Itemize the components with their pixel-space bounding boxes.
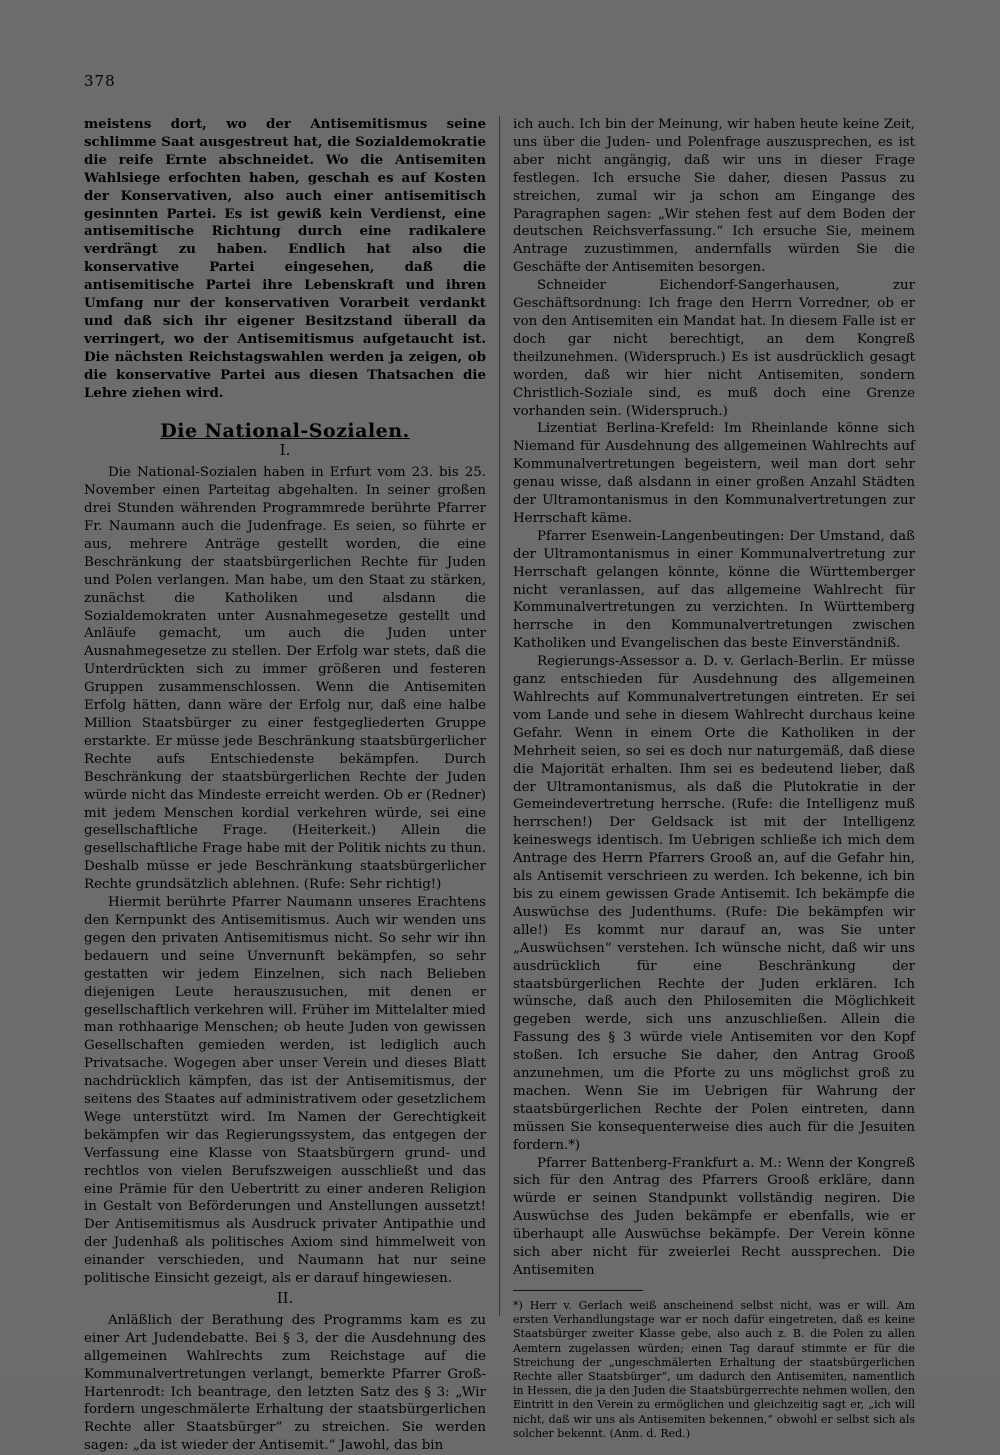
paragraph: Lizentiat Berlina-Krefeld: Im Rheinlande könne sich Niemand für Ausdehnung des allgemeinen Wahlrechts auf Kommunalvertretungen begeistern, weil man dort sehr genau wisse, daß alsdann in einer großen Anzahl Städten der Ultramontanismus in den Kommunalvertretungen zur Herrschaft käme.: [513, 421, 915, 526]
left-column: [84, 116, 486, 1455]
page-number: 378: [84, 72, 116, 90]
footnote: *) Herr v. Gerlach weiß anscheinend selbst nicht, was er will. Am ersten Verhandlungstage war er noch dafür eingetreten, daß es keine Staatsbürger zweiter Klasse gebe, also auch z. B. die Polen zu allen Aemtern zugelassen würden; einen Tag darauf stimmte er für die Streichung der „ungeschmälerten Erhaltung der staatsbürgerlichen Rechte aller Staatsbürger“, um dadurch den Antisemiten, namentlich in Hessen, die ja den Juden die Staatsbürgerrechte nehmen wollen, den Eintritt in den Verein zu ermöglichen und gleichzeitig sagt er, „ich will nicht, daß wir uns als Antisemiten bekennen,“ obwohl er selbst sich als solcher bekennt. (Anm. d. Red.): [513, 1298, 915, 1440]
paragraph: Hiermit berührte Pfarrer Naumann unseres Erachtens den Kernpunkt des Antisemitismus. Auch wir wenden uns gegen den privaten Antisemitismus nicht. So sehr wir ihn bedauern und seine Unvernunft bekämpfen, so sehr gestatten wir jedem Einzelnen, sich nach Belieben diejenigen Leute herauszusuchen, mit denen er gesellschaftlich verkehren will. Früher im Mittelalter mied man rothhaarige Menschen; ob heute Juden von gewissen Gesellschaften gemieden werden, ist lediglich auch Privatsache. Wogegen aber unser Verein und dieses Blatt nachdrücklich kämpfen, das ist der Antisemitismus, der seitens des Staates auf administrativem oder gesetzlichem Wege unterstützt wird. Im Namen der Gerechtigkeit bekämpfen wir das Regierungssystem, das entgegen der Verfassung eine Klasse von Staatsbürgern grund- und rechtlos von vielen Berufszweigen ausschließt und das eine Prämie für den Uebertritt zu einer anderen Religion in Gestalt von Beförderungen und Anstellungen aussetzt! Der Antisemitismus als Ausdruck privater Antipathie und der Judenhaß als politisches Axiom sind himmelweit von einander verschieden, und Naumann hat nur seine politische Einsicht gezeigt, als er darauf hingewiesen.: [84, 895, 486, 1287]
column-divider: [499, 116, 500, 1316]
section-number-1: I.: [279, 441, 291, 460]
section-number-2: II.: [276, 1289, 294, 1307]
paragraph: Schneider Eichendorf-Sangerhausen, zur Geschäftsordnung: Ich frage den Herrn Vorredner, ob er von den Antisemiten ein Mandat hat. In diesem Falle ist er doch gar nicht berechtigt, an dem Kongreß theilzunehmen. (Widerspruch.) Es ist ausdrücklich gesagt worden, daß wir hier nicht Antisemiten, sondern Christlich-Soziale sind, es muß doch eine Grenze vorhanden sein. (Widerspruch.): [513, 278, 915, 419]
paragraph: Pfarrer Esenwein-Langenbeutingen: Der Umstand, daß der Ultramontanismus in einer Kommunalvertretung zur Herrschaft gelangen könnte, könne die Württemberger nicht veranlassen, auf das allgemeine Wahlrecht für Kommunalvertretungen zu verzichten. In Württemberg herrsche in den Kommunalvertretungen zwischen Katholiken und Evangelischen das beste Einverständniß.: [513, 528, 915, 652]
intro-paragraph: meistens dort, wo der Antisemitismus seine schlimme Saat ausgestreut hat, die Sozialdemokratie die reife Ernte abschneidet. Wo die Antisemiten Wahlsiege erfochten haben, geschah es auf Kosten der Konservativen, also auch einer antisemitisch gesinnten Partei. Es ist gewiß kein Verdienst, eine antisemitische Richtung durch eine radikalere verdrängt zu haben. Endlich hat also die konservative Partei eingesehen, daß die antisemitische Partei ihre Lebenskraft und ihren Umfang nur der konservativen Vorarbeit verdankt und daß sich ihr eigener Besitzstand überall da verringert, wo der Antisemitismus aufgetaucht ist. Die nächsten Reichstagswahlen werden ja zeigen, ob die konservative Partei aus diesen Thatsachen die Lehre ziehen wird.: [84, 116, 486, 401]
paragraph: Anläßlich der Berathung des Programms kam es zu einer Art Judendebatte. Bei § 3, der die Ausdehnung des allgemeinen Wahlrechts zum Reichstage auf die Kommunalvertretungen verlangt, bemerkte Pfarrer Groß-Hartenrodt: Ich beantrage, den letzten Satz des § 3: „Wir fordern ungeschmälerte Erhaltung der staatsbürgerlichen Rechte aller Staatsbürger“ zu streichen. Sie werden sagen: „da ist wieder der Antisemit.“ Jawohl, das bin: [84, 1312, 486, 1454]
paragraph: Die National-Sozialen haben in Erfurt vom 23. bis 25. November einen Parteitag abgehalten. In seiner großen drei Stunden währenden Programmrede berührte Pfarrer Fr. Naumann auch die Judenfrage. Es seien, so führte er aus, mehrere Anträge gestellt worden, die eine Beschränkung der staatsbürgerlichen Rechte für Juden und Polen verlangen. Man habe, um den Staat zu stärken, zunächst die Katholiken und alsdann die Sozialdemokraten unter Ausnahmegesetze gestellt und Anläufe gemacht, um auch die Juden unter Ausnahmegesetze zu stellen. Der Erfolg war stets, daß die Unterdrückten sich zu immer größeren und festeren Gruppen zusammenschlossen. Wenn die Antisemiten Erfolg hätten, dann wäre der Erfolg nur, daß eine halbe Million Staatsbürger zu einer festgegliederten Gruppe erstarkte. Er müsse jede Beschränkung staatsbürgerlicher Rechte aufs Entschiedenste bekämpfen. Durch Beschränkung der staatsbürgerlichen Rechte der Juden würde nicht das Mindeste erreicht werden. Ob er (Redner) mit jedem Menschen kordial verkehren würde, sei eine gesellschaftliche Frage. (Heiterkeit.) Allein die gesellschaftliche Frage habe mit der Politik nichts zu thun. Deshalb müsse er jede Beschränkung staatsbürgerlicher Rechte grundsätzlich ablehnen. (Rufe: Sehr richtig!): [84, 465, 486, 893]
footnote-rule: [513, 1290, 643, 1291]
paragraph: ich auch. Ich bin der Meinung, wir haben heute keine Zeit, uns über die Juden- und Polenfrage auszusprechen, es ist aber nicht angängig, daß wir uns in dieser Frage festlegen. Ich ersuche Sie daher, diesen Passus zu streichen, zumal wir ja schon am Eingange des Paragraphen sagen: „Wir stehen fest auf dem Boden der deutschen Reichsverfassung.“ Ich ersuche Sie, meinem Antrage zuzustimmen, andernfalls würden Sie die Geschäfte der Antisemiten besorgen.: [513, 117, 915, 276]
right-column: [513, 116, 915, 1441]
article-heading: Die National-Sozialen.: [160, 419, 410, 442]
paragraph: Regierungs-Assessor a. D. v. Gerlach-Berlin. Er müsse ganz entschieden für Ausdehnung des allgemeinen Wahlrechts auf Kommunalvertretungen eintreten. Er sei vom Lande und sehe in diesem Wahlrecht durchaus keine Gefahr. Wenn in einem Orte die Katholiken in der Mehrheit seien, so sei es doch nur naturgemäß, daß diese die Majorität erhalten. Ihm sei es bedeutend lieber, daß der Ultramontanismus, als daß die Plutokratie in der Gemeindevertretung herrsche. (Rufe: die Intelligenz muß herrschen!) Der Geldsack ist mit der Intelligenz keineswegs identisch. Im Uebrigen schließe ich mich dem Antrage des Herrn Pfarrers Grooß an, auf die Gefahr hin, als Antisemit verschrieen zu werden. Ich bekenne, ich bin bis zu einem gewissen Grade Antisemit. Ich bekämpfe die Auswüchse des Judenthums. (Rufe: Die bekämpfen wir alle!) Es kommt nur darauf an, was Sie unter „Auswüchsen“ verstehen. Ich wünsche nicht, daß wir uns ausdrücklich für eine Beschränkung der staatsbürgerlichen Rechte der Juden erklären. Ich wünsche, daß auch den Philosemiten die Möglichkeit gegeben werde, sich uns anzuschließen. Allein die Fassung des § 3 würde viele Antisemiten vor den Kopf stoßen. Ich ersuche Sie daher, den Antrag Grooß anzunehmen, um die Pforte zu uns möglichst groß zu machen. Wenn Sie im Uebrigen für Wahrung der staatsbürgerlichen Rechte der Polen eintreten, dann müssen Sie konsequenterweise dies auch für die Jesuiten fordern.*): [513, 654, 915, 1153]
paragraph: Pfarrer Battenberg-Frankfurt a. M.: Wenn der Kongreß sich für den Antrag des Pfarrers Grooß erkläre, dann würde er seinen Standpunkt vollständig negiren. Die Auswüchse des Juden bekämpfe er ebenfalls, wie er überhaupt alle Auswüchse bekämpfe. Der Verein könne sich aber nicht für zweierlei Recht aussprechen. Die Antisemiten: [513, 1155, 915, 1278]
